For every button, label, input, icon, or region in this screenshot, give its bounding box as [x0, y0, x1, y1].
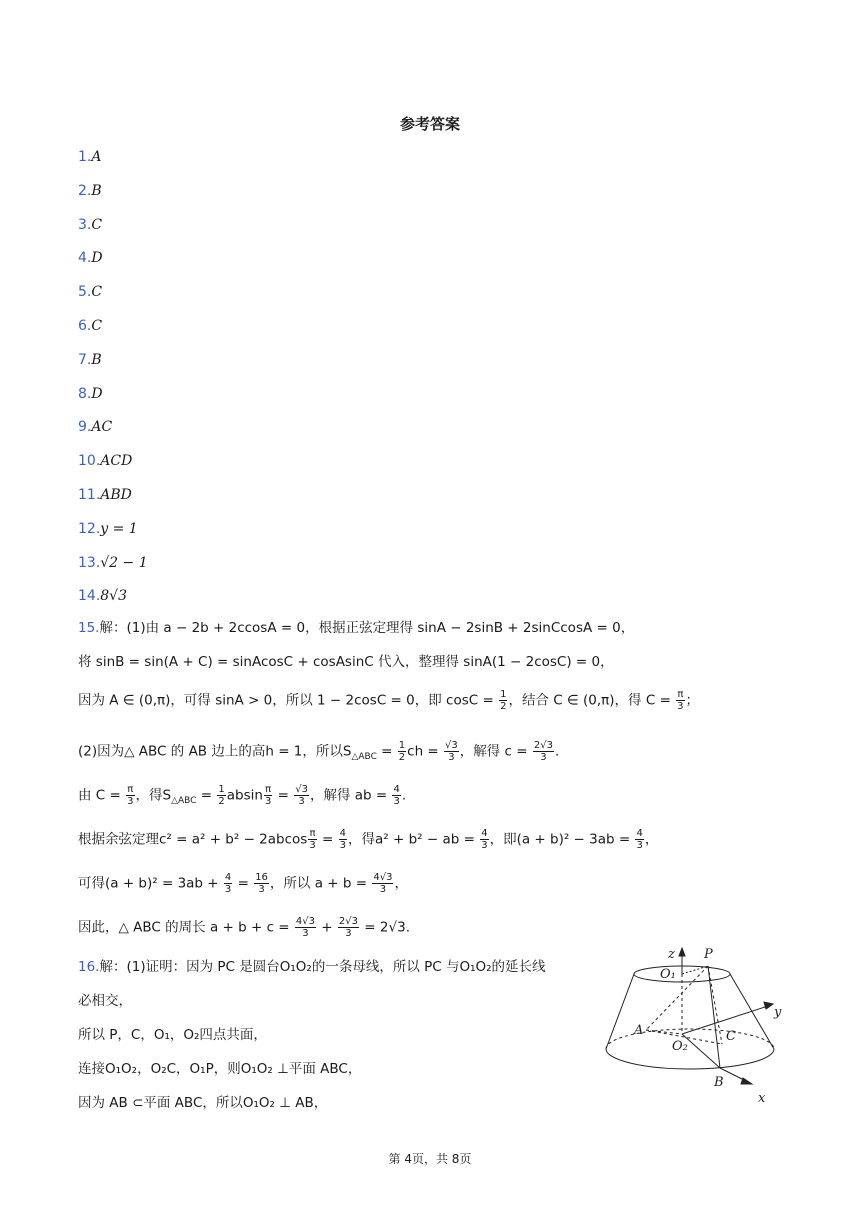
label-c: C: [726, 1029, 736, 1044]
answer-number: 9.: [78, 419, 92, 436]
answer-value: C: [91, 318, 103, 334]
answer-item: [78, 484, 132, 506]
label-a: A: [634, 1023, 644, 1038]
answer-number: 12.: [78, 520, 101, 537]
answer-value: ACD: [100, 453, 133, 470]
answer-item: [78, 315, 102, 337]
answer-item: [78, 552, 148, 574]
answer-value: ABD: [100, 487, 132, 503]
answer-value: B: [91, 351, 102, 368]
y-axis: [682, 1006, 768, 1034]
answer-value: 8√3: [100, 588, 128, 605]
answer-number: 8.: [78, 385, 92, 402]
q15-line-8: 因此，△ ABC 的周长 a + b + c = $\frac{4√3}{3}$ + $\frac{2√3}{3}$ = 2√3.: [78, 916, 410, 939]
bottom-ellipse-front: [606, 1049, 774, 1069]
answer-item: [78, 585, 127, 607]
answer-number: 6.: [78, 318, 92, 334]
label-x: x: [758, 1091, 766, 1104]
answer-item: [78, 450, 132, 472]
label-b: B: [714, 1075, 724, 1090]
answer-number: 3.: [78, 216, 92, 233]
answer-item: [78, 518, 138, 540]
answer-item: [78, 214, 102, 236]
q16-line-2: 必相交，: [78, 993, 132, 1009]
label-o2: O₂: [672, 1039, 688, 1054]
answer-value: A: [91, 149, 102, 165]
q16-line-3: 所以 P，C，O₁，O₂四点共面，: [78, 1027, 267, 1043]
answer-number: 1.: [78, 149, 92, 165]
answer-number: 4.: [78, 250, 92, 267]
x-arrow: [741, 1078, 752, 1084]
answer-value: D: [91, 385, 103, 402]
answer-number: 11.: [78, 487, 101, 503]
q16-line-4: 连接O₁O₂，O₂C，O₁P，则O₁O₂ ⊥平面 ABC，: [78, 1061, 362, 1077]
answer-item: [78, 416, 112, 438]
answer-item: [78, 146, 101, 168]
answer-value: y = 1: [100, 520, 138, 537]
answer-value: √2 − 1: [100, 554, 148, 571]
segment-pa: [646, 966, 708, 1030]
q15-line-3: 因为 A ∈ (0,π)，可得 sinA > 0，所以 1 − 2cosC = 0，即 cosC = $\frac{1}{2}$ ，结合 C ∈ (0,π)，得 C = $\frac{\pi}{3}$ ；: [78, 689, 700, 712]
label-y: y: [774, 1005, 782, 1020]
label-o1: O₁: [660, 967, 676, 982]
answer-value: C: [91, 284, 103, 301]
q16-line-5: 因为 AB ⊂平面 ABC，所以O₁O₂ ⊥ AB，: [78, 1095, 328, 1111]
answer-number: 10.: [78, 453, 101, 470]
label-z: z: [668, 947, 675, 962]
q15-line-7: 可得(a + b)² = 3ab + $\frac{4}{3}$ = $\frac{16}{3}$ ，所以 a + b = $\frac{4√3}{3}$ ，: [78, 872, 408, 895]
answer-item: [78, 247, 103, 269]
q15-line-1: 15.解：(1)由 a − 2b + 2ccosA = 0，根据正弦定理得 sinA − 2sinB + 2sinCcosA = 0，: [78, 620, 635, 636]
label-p: P: [704, 947, 713, 962]
y-arrow: [764, 1002, 773, 1009]
bottom-ellipse-back: [606, 1029, 774, 1049]
answer-item: [78, 383, 103, 405]
answer-item: [78, 180, 102, 202]
z-arrow: [679, 948, 685, 956]
page-footer: 第 4页，共 8页: [388, 1152, 472, 1166]
q15-line-4: (2)因为△ ABC 的 AB 边上的高h = 1，所以$S_{\triangle ABC}$ = $\frac{1}{2}$ ch = $\frac{√3}{3}$ ，解得 c = $\frac{2√3}{3}$ .: [78, 740, 560, 763]
q16-line-1: 16.解：(1)证明：因为 PC 是圆台O₁O₂的一条母线，所以 PC 与O₁O₂的延长线: [78, 959, 546, 975]
segment-pb: [708, 966, 720, 1068]
frustum-figure: [598, 944, 788, 1104]
segment-pc: [708, 966, 722, 1044]
answer-number: 7.: [78, 351, 92, 368]
answer-number: 14.: [78, 588, 101, 605]
answer-item: [78, 281, 102, 303]
answer-value: AC: [91, 419, 113, 436]
answer-item: [78, 349, 102, 371]
q15-line-6: 根据余弦定理c² = a² + b² − 2abcos $\frac{\pi}{3}$ = $\frac{4}{3}$ ，得a² + b² − ab = $\frac{4}{3}$ ，即(a + b)² − 3ab = $\frac{4}{3}$ ，: [78, 828, 659, 851]
answer-number: 5.: [78, 284, 92, 301]
q15-line-5: 由 C = $\frac{\pi}{3}$ ，得$S_{\triangle ABC}$ = $\frac{1}{2}$ absin $\frac{\pi}{3}$ = $\frac{√3}{3}$ ，解得 ab = $\frac{4}{3}$ .: [78, 784, 407, 807]
page-title: 参考答案: [399, 115, 460, 133]
answer-value: D: [91, 250, 103, 267]
answer-value: C: [91, 216, 103, 233]
answer-value: B: [91, 182, 102, 199]
q15-line-2: 将 sinB = sin(A + C) = sinAcosC + cosAsinC 代入，整理得 sinA(1 − 2cosC) = 0，: [78, 654, 614, 670]
answer-number: 2.: [78, 182, 92, 199]
answer-number: 13.: [78, 554, 101, 571]
